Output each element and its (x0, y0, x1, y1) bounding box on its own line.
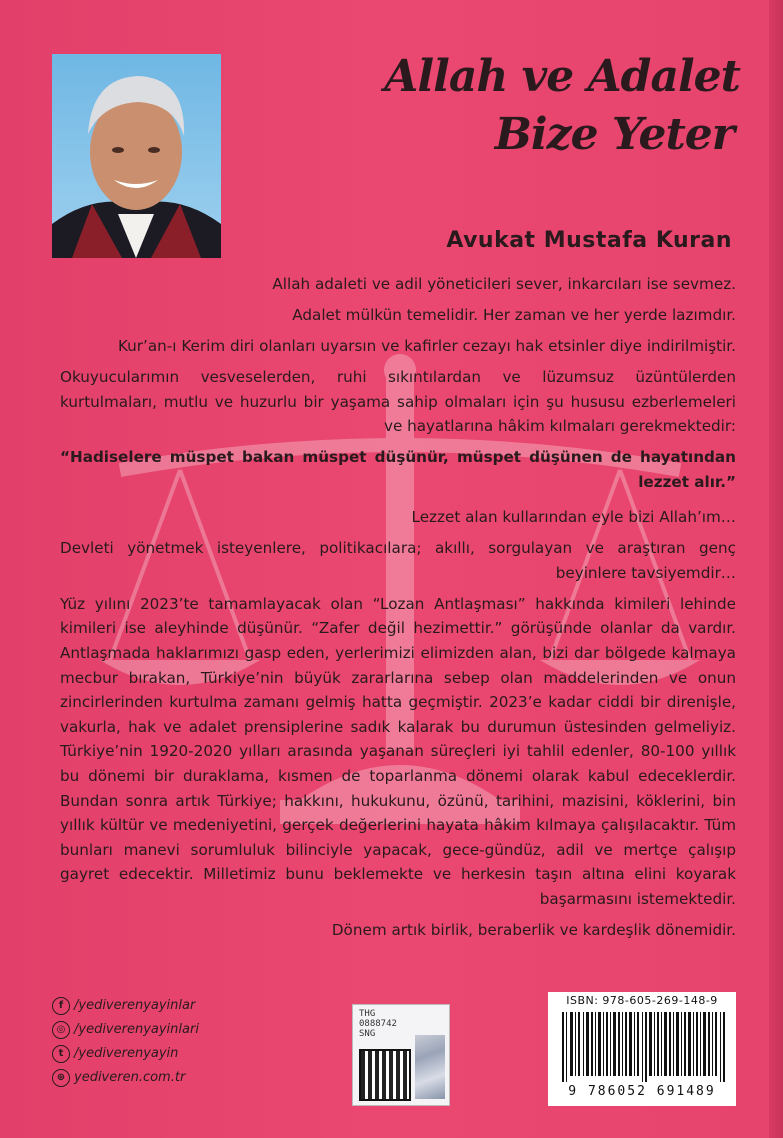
social-website[interactable] (52, 1066, 272, 1090)
hologram-seal (415, 1035, 445, 1099)
web-icon: ⊕ (52, 1069, 70, 1087)
blurb-text (60, 272, 736, 949)
security-sticker (352, 1004, 450, 1106)
social-links (52, 994, 272, 1090)
social-handle: /yediverenyayinlar (74, 998, 196, 1013)
paragraph: Dönem artık birlik, beraberlik ve kardeşlik dönemidir. (331, 920, 736, 939)
barcode-digits: 9 786052 691489 (568, 1084, 716, 1099)
barcode-bars (562, 1012, 728, 1082)
social-handle: yediveren.com.tr (74, 1070, 186, 1085)
paragraph: Allah adaleti ve adil yöneticileri sever, inkarcıları ise sevmez. (272, 275, 736, 293)
qr-code[interactable] (359, 1049, 411, 1101)
facebook-icon: f (52, 997, 70, 1015)
author-name: Avukat Mustafa Kuran (446, 228, 732, 253)
isbn-barcode (548, 992, 736, 1106)
social-handle: /yediverenyayinlari (74, 1022, 199, 1037)
title-line-2: Bize Yeter (494, 109, 734, 160)
instagram-icon: ◎ (52, 1021, 70, 1039)
paragraph: Okuyucularımın vesveselerden, ruhi sıkıntılardan ve lüzumsuz üzüntülerden kurtulmaları, mutlu ve huzurlu bir yaşama sahip olmaları için şu hususu ezberlemeleri ve hayatlarına hâkim kılmaları gerekmektedir: (60, 367, 736, 436)
spine-edge (769, 0, 783, 1138)
sticker-line: 0888742 (359, 1019, 397, 1029)
paragraph: Lezzet alan kullarından eyle bizi Allah’ım… (411, 508, 736, 527)
social-twitter[interactable] (52, 1042, 272, 1066)
isbn-label: ISBN: 978-605-269-148-9 (566, 994, 718, 1007)
paragraph: Adalet mülkün temelidir. Her zaman ve her yerde lazımdır. (292, 305, 736, 324)
paragraph: Kur’an-ı Kerim diri olanları uyarsın ve kafirler cezayı hak etsinler diye indirilmiştir. (117, 336, 736, 355)
social-facebook[interactable] (52, 994, 272, 1018)
highlighted-quote: “Hadiselere müspet bakan müspet düşünür, müspet düşünen de hayatından lezzet alır.” (60, 448, 736, 491)
author-photo (52, 54, 221, 258)
social-handle: /yediverenyayin (74, 1046, 179, 1061)
book-title (380, 48, 740, 164)
title-line-1: Allah ve Adalet (384, 51, 740, 102)
paragraph: Yüz yılını 2023’te tamamlayacak olan “Lozan Antlaşması” hakkında kimileri lehinde kimileri ise aleyhinde düşünür. “Zafer değil hezimettir.” görüşünde olanlar da vardır. Antlaşmada haklarımızı gasp eden, yerlerimizi elimizden alan, bizi dar bölgede kalmaya mecbur bırakan, Türkiye’nin büyük zararlarına sebep olan maddelerinden ve onun zincirlerinden kurtulma zamanı gelmiş hatta geçmiştir. 2023’e kadar ciddi bir direnişle, vakurla, hak ve adalet prensiplerine sadık kalarak bu durumun üstesinden gelmeliyiz. Türkiye’nin 1920-2020 yılları arasında yaşanan süreçleri iyi tahlil edenler, 80-100 yıllık bu dönemi bir duraklama, kısmen de toparlanma dönemi olarak kabul edeceklerdir. Bundan sonra artık Türkiye; hakkını, hukukunu, özünü, tarihini, mazisini, köklerini, bin yıllık kültür ve medeniyetini, gerçek değerlerini hayata hâkim kılmaya çalışılacaktır. Tüm bunları manevi sorumluluk bilinciyle yapacak, gece-gündüz, adil ve mertçe çalışıp gayret edecektir. Milletimiz bunu beklemekte ve herkesin taşın altına elini koyarak başarmasını istemektedir. (60, 594, 736, 908)
paragraph: Devleti yönetmek isteyenlere, politikacılara; akıllı, sorgulayan ve araştıran genç beyinlere tavsiyemdir… (60, 539, 736, 582)
sticker-line: THG (359, 1009, 376, 1019)
social-instagram[interactable] (52, 1018, 272, 1042)
twitter-icon: t (52, 1045, 70, 1063)
sticker-line: SNG (359, 1029, 376, 1039)
